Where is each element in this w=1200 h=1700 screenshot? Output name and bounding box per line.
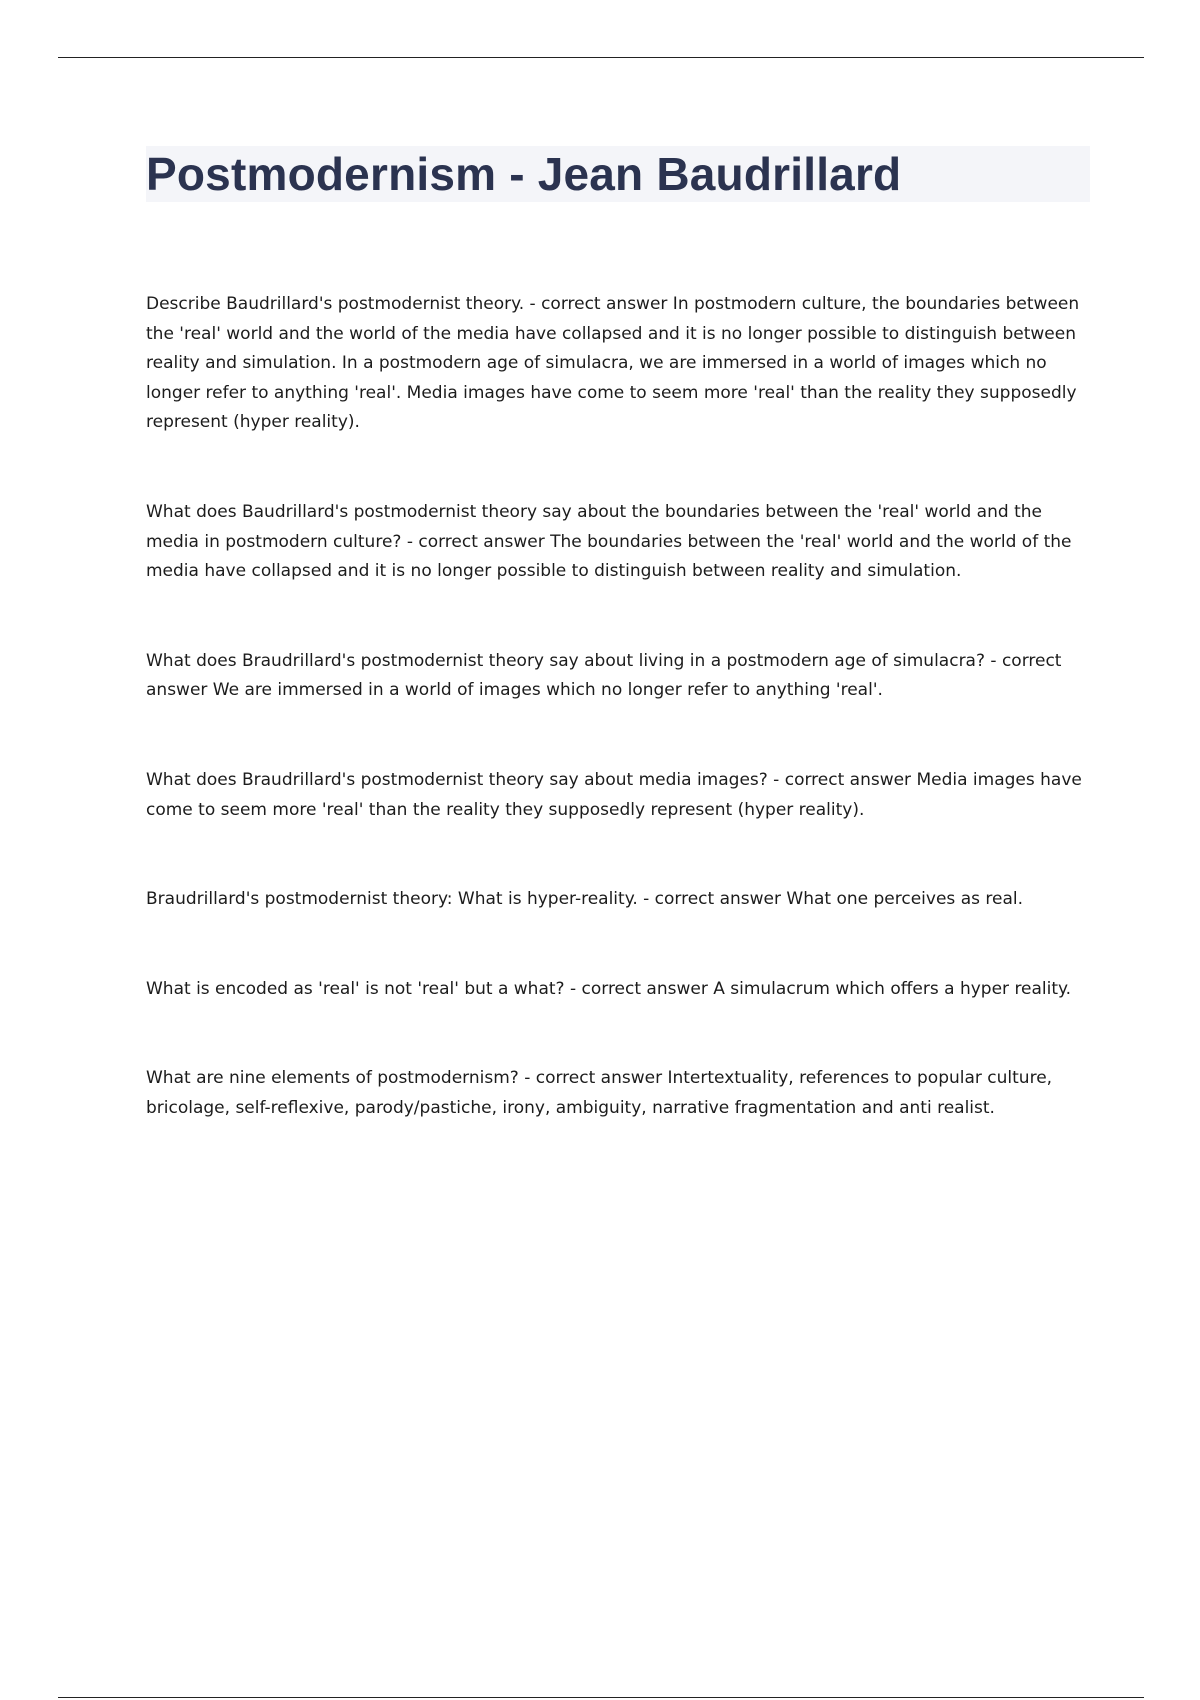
qa-item-6: What is encoded as 'real' is not 'real' but a what? - correct answer A simulacrum which offers a hyper reality. [146, 978, 1072, 999]
footer-rule [58, 1697, 1144, 1698]
qa-item-3: What does Braudrillard's postmodernist theory say about living in a postmodern age of simulacra? - correct answer We are immersed in a world of images which no longer refer to anything 'real'. [146, 650, 1062, 701]
qa-list [146, 290, 1086, 1124]
qa-item-1: Describe Baudrillard's postmodernist theory. - correct answer In postmodern culture, the boundaries between the 'real' world and the world of the media have collapsed and it is no longer possible to distinguish between reality and simulation. In a postmodern age of simulacra, we are immersed in a world of images which no longer refer to anything 'real'. Media images have come to seem more 'real' than the reality they supposedly represent (hyper reality). [146, 294, 1080, 433]
qa-item-5: Braudrillard's postmodernist theory: What is hyper-reality. - correct answer What one perceives as real. [146, 889, 1023, 910]
qa-item-7: What are nine elements of postmodernism? - correct answer Intertextuality, references to popular culture, bricolage, self-reflexive, parody/pastiche, irony, ambiguity, narrative fragmentation and anti realist. [146, 1068, 1053, 1118]
header-rule [58, 57, 1144, 58]
qa-item-2: What does Baudrillard's postmodernist theory say about the boundaries between the 'real' world and the media in postmodern culture? - correct answer The boundaries between the 'real' world and the world of the media have collapsed and it is no longer possible to distinguish between reality and simulation. [146, 501, 1072, 582]
page-title: Postmodernism - Jean Baudrillard [146, 148, 902, 200]
qa-item-4: What does Braudrillard's postmodernist theory say about media images? - correct answer Media images have come to seem more 'real' than the reality they supposedly represent (hyper reality). [146, 769, 1082, 820]
